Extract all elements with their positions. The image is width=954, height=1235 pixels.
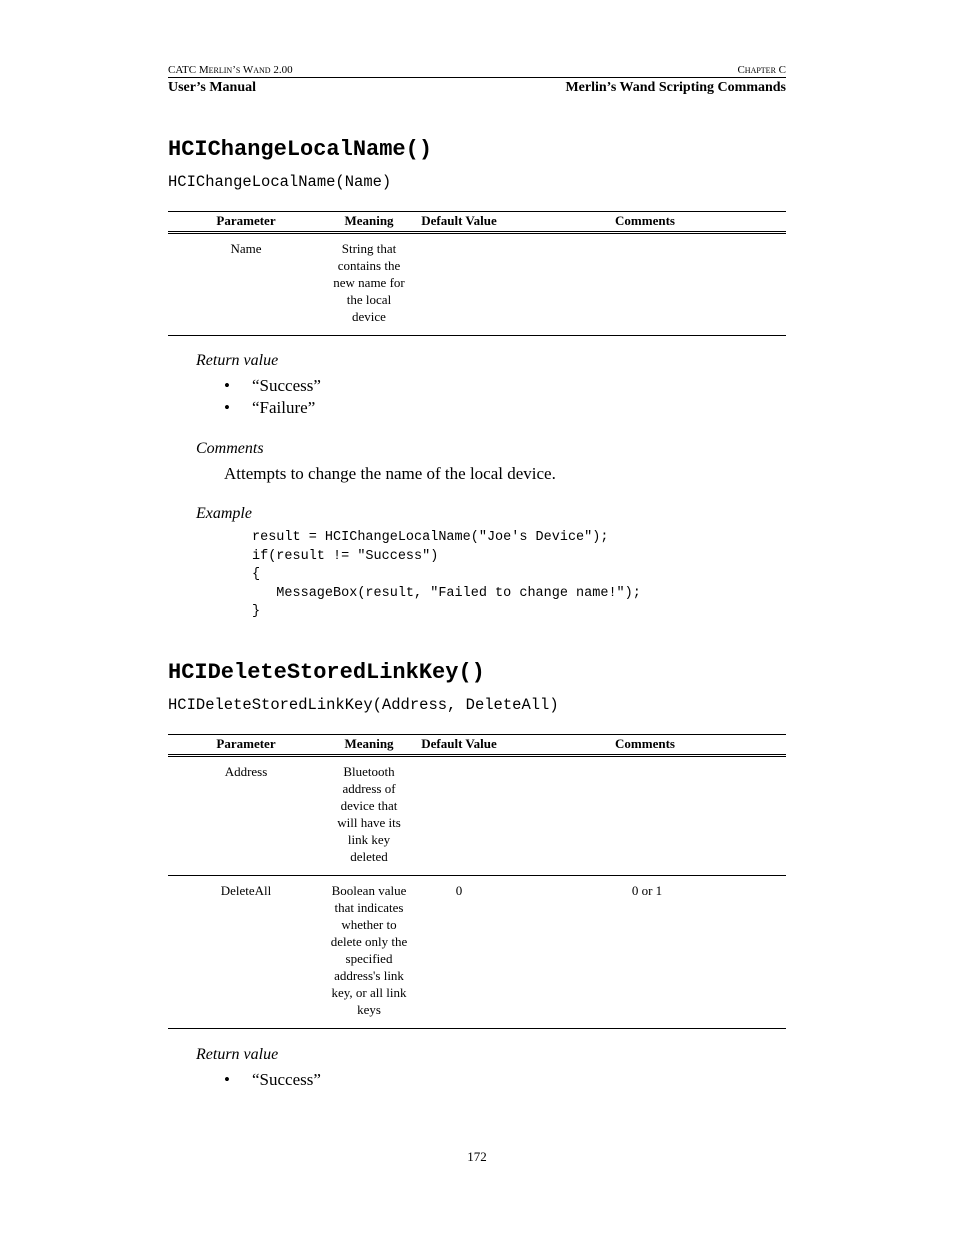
- col-header-parameter: Parameter: [168, 735, 324, 756]
- param-default: 0: [414, 876, 504, 1029]
- bullet-glyph: •: [224, 376, 230, 395]
- header-product: CATC Merlin’s Wand 2.00: [168, 64, 293, 76]
- table-row: [168, 876, 786, 1029]
- param-meaning: Boolean value that indicates whether to delete only the specified address's link key, or all link keys: [324, 876, 414, 1029]
- table-header-row: [168, 212, 786, 233]
- param-comments: [504, 756, 786, 876]
- list-item: • “Failure”: [224, 398, 316, 417]
- header-manual: User’s Manual: [168, 80, 257, 95]
- col-header-default: Default Value: [414, 212, 504, 233]
- col-header-parameter: Parameter: [168, 212, 324, 233]
- bullet-glyph: •: [224, 398, 230, 417]
- func1-comments-label: Comments: [196, 440, 264, 457]
- param-comments: [504, 233, 786, 336]
- func2-title: HCIDeleteStoredLinkKey(): [168, 660, 485, 685]
- func1-return-label: Return value: [196, 352, 279, 369]
- param-comments: 0 or 1: [504, 876, 786, 1029]
- func1-comment-text: Attempts to change the name of the local device.: [224, 464, 556, 483]
- param-name: Name: [168, 233, 324, 336]
- param-default: [414, 233, 504, 336]
- func1-return-list: [224, 375, 321, 419]
- func2-signature: HCIDeleteStoredLinkKey(Address, DeleteAll): [168, 696, 559, 714]
- table-row: [168, 756, 786, 876]
- bullet-glyph: •: [224, 1070, 230, 1089]
- func1-title: HCIChangeLocalName(): [168, 137, 433, 162]
- list-item: • “Success”: [224, 1070, 321, 1089]
- func1-example-label: Example: [196, 505, 252, 522]
- func2-param-table: [168, 734, 786, 1029]
- col-header-comments: Comments: [504, 212, 786, 233]
- func1-param-table: [168, 211, 786, 336]
- param-default: [414, 756, 504, 876]
- func1-signature: HCIChangeLocalName(Name): [168, 173, 392, 191]
- list-item: • “Success”: [224, 376, 321, 395]
- col-header-meaning: Meaning: [324, 735, 414, 756]
- header-section: Merlin’s Wand Scripting Commands: [565, 80, 786, 95]
- func2-return-label: Return value: [196, 1046, 279, 1063]
- col-header-comments: Comments: [504, 735, 786, 756]
- col-header-meaning: Meaning: [324, 212, 414, 233]
- page-number: 172: [467, 1149, 487, 1164]
- col-header-default: Default Value: [414, 735, 504, 756]
- table-row: [168, 233, 786, 336]
- header-chapter: Chapter C: [737, 64, 786, 76]
- param-name: DeleteAll: [168, 876, 324, 1029]
- param-meaning: String that contains the new name for the local device: [324, 233, 414, 336]
- table-header-row: [168, 735, 786, 756]
- func2-return-list: [224, 1069, 321, 1091]
- param-name: Address: [168, 756, 324, 876]
- running-header-top: [168, 63, 786, 78]
- running-header-bottom: [168, 79, 786, 96]
- func1-example-code: result = HCIChangeLocalName("Joe's Device"); if(result != "Success") { MessageBox(result, "Failed to change name!"); }: [252, 530, 641, 620]
- param-meaning: Bluetooth address of device that will have its link key deleted: [324, 756, 414, 876]
